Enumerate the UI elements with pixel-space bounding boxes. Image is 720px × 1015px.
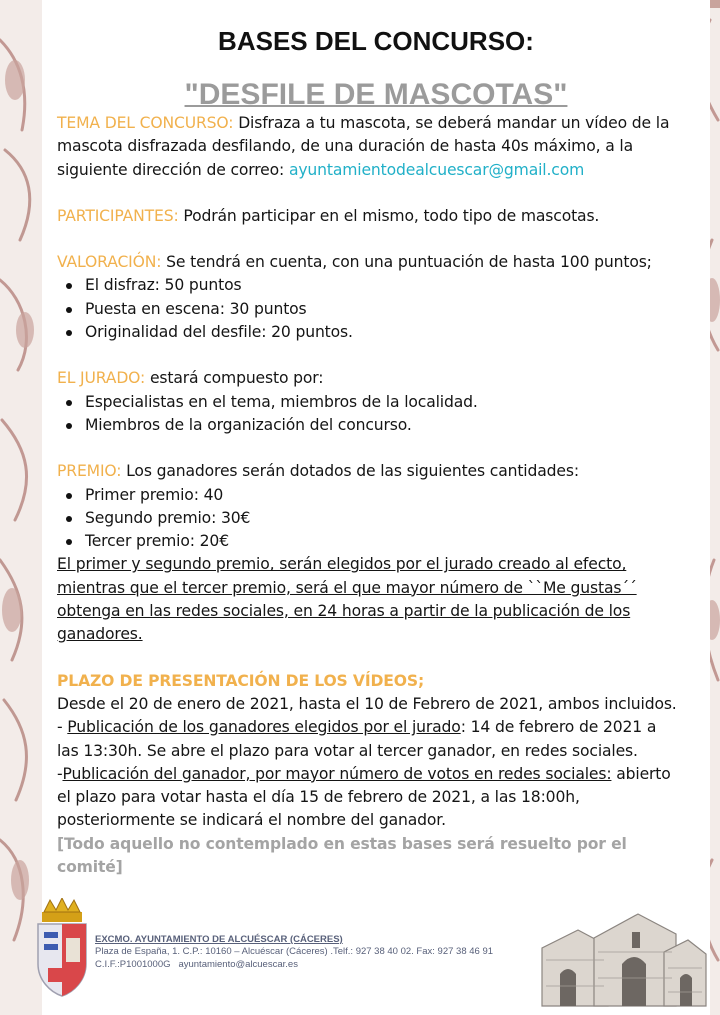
list-item: Segundo premio: 30€ bbox=[85, 507, 682, 530]
tema-paragraph bbox=[57, 112, 682, 182]
jurado-label: EL JURADO: bbox=[57, 369, 146, 388]
footer-organization: EXCMO. AYUNTAMIENTO DE ALCUÉSCAR (CÁCERES) bbox=[95, 934, 343, 945]
footer-email[interactable]: ayuntamiento@alcuescar.es bbox=[178, 959, 298, 970]
valoracion-label: VALORACIÓN: bbox=[57, 253, 162, 272]
plazo-jury-publication bbox=[57, 716, 682, 763]
page-title: BASES DEL CONCURSO: bbox=[218, 26, 534, 56]
jurado-paragraph bbox=[57, 367, 682, 390]
tema-label: TEMA DEL CONCURSO: bbox=[57, 114, 234, 132]
jury-publication-label: Publicación de los ganadores elegidos por el jurado bbox=[67, 718, 461, 737]
list-item: Tercer premio: 20€ bbox=[85, 530, 682, 553]
closing-note: [Todo aquello no contemplado en estas bases será resuelto por el comité] bbox=[57, 834, 627, 877]
list-item: Puesta en escena: 30 puntos bbox=[85, 298, 682, 321]
premio-label: PREMIO: bbox=[57, 462, 122, 481]
plazo-dates: Desde el 20 de enero de 2021, hasta el 10 de Febrero de 2021, ambos incluidos. bbox=[57, 694, 677, 713]
premio-paragraph bbox=[57, 460, 682, 483]
participantes-paragraph bbox=[57, 205, 682, 228]
jurado-list bbox=[57, 391, 682, 438]
jury-publication-text: : 14 de febrero de 2021 a las 13:30h. Se abre el plazo para votar al tercer ganador, en redes sociales. bbox=[57, 718, 657, 760]
valoracion-text: Se tendrá en cuenta, con una puntuación de hasta 100 puntos; bbox=[161, 253, 652, 272]
list-item: Primer premio: 40 bbox=[85, 484, 682, 507]
premio-list bbox=[57, 484, 682, 554]
list-item: El disfraz: 50 puntos bbox=[85, 274, 682, 297]
plazo-vote-publication bbox=[57, 763, 682, 833]
contest-email-link[interactable]: ayuntamientodealcuescar@gmail.com bbox=[288, 160, 585, 179]
dash: - bbox=[57, 764, 63, 783]
contest-name: "DESFILE DE MASCOTAS" bbox=[184, 78, 568, 111]
footer-contact bbox=[95, 959, 493, 971]
list-item: Especialistas en el tema, miembros de la localidad. bbox=[85, 391, 682, 414]
vote-publication-label: Publicación del ganador, por mayor número de votos en redes sociales: bbox=[62, 764, 612, 783]
church-illustration-icon bbox=[538, 908, 708, 1008]
footer-cif: C.I.F.:P1001000G bbox=[95, 959, 171, 970]
jurado-text: estará compuesto por: bbox=[145, 369, 324, 388]
list-item: Originalidad del desfile: 20 puntos. bbox=[85, 321, 682, 344]
footer bbox=[95, 934, 493, 971]
valoracion-paragraph bbox=[57, 251, 682, 274]
tema-text: Disfraza a tu mascota, se deberá mandar un vídeo de la mascota disfrazada desfilando, de una duración de hasta 40s máximo, a la siguiente dirección de correo: bbox=[57, 114, 670, 179]
dash: - bbox=[57, 718, 68, 737]
premio-note: El primer y segundo premio, serán elegidos por el jurado creado al efecto, mientras que el tercer premio, será el que mayor número de ``Me gustas´´ obtenga en las redes sociales, en 24 horas a partir de la publicación de los ganadores. bbox=[57, 555, 637, 644]
footer-address: Plaza de España, 1. C.P.: 10160 – Alcuéscar (Cáceres) .Telf.: 927 38 40 02. Fax: 927 38 46 91 bbox=[95, 946, 494, 957]
coat-of-arms-icon bbox=[32, 898, 92, 1003]
vote-publication-text: abierto el plazo para votar hasta el día 15 de febrero de 2021, a las 18:00h, posteriormente se indicará el nombre del ganador. bbox=[57, 764, 671, 830]
list-item: Miembros de la organización del concurso. bbox=[85, 414, 682, 437]
participantes-text: Podrán participar en el mismo, todo tipo de mascotas. bbox=[178, 206, 600, 225]
premio-text: Los ganadores serán dotados de las siguientes cantidades: bbox=[121, 462, 579, 481]
valoracion-list bbox=[57, 274, 682, 344]
participantes-label: PARTICIPANTES: bbox=[57, 206, 179, 225]
plazo-label: PLAZO DE PRESENTACIÓN DE LOS VÍDEOS; bbox=[57, 671, 425, 690]
rules-body bbox=[57, 112, 682, 879]
